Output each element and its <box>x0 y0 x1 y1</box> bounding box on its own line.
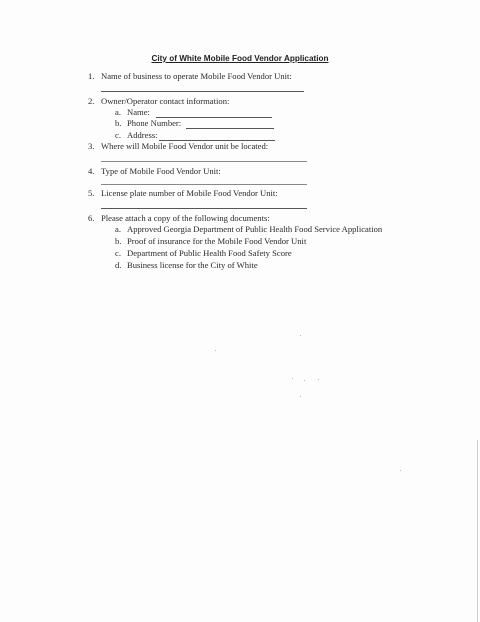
item-text-contact-info: Owner/Operator contact information: <box>101 96 230 106</box>
scan-speck <box>215 350 216 351</box>
scan-speck <box>300 335 301 336</box>
item-text-unit-type: Type of Mobile Food Vendor Unit: <box>101 166 221 176</box>
scan-speck <box>318 379 319 380</box>
location-field[interactable] <box>101 161 307 162</box>
business-name-field[interactable] <box>101 91 304 92</box>
item-text-location: Where will Mobile Food Vendor unit be located: <box>101 141 269 151</box>
unit-type-field[interactable] <box>101 184 307 185</box>
item-number: 6. <box>88 213 95 223</box>
attachment-health-application: Approved Georgia Department of Public Health Food Service Application <box>127 224 383 234</box>
item-text-license-plate: License plate number of Mobile Food Vendor Unit: <box>101 188 278 198</box>
item-text-attachments: Please attach a copy of the following documents: <box>101 213 270 223</box>
scan-speck <box>304 380 305 381</box>
license-plate-field[interactable] <box>101 208 307 209</box>
phone-number-field[interactable] <box>186 128 274 129</box>
subitem-letter: c. <box>115 248 121 258</box>
subitem-letter: c. <box>115 130 121 140</box>
subitem-letter: a. <box>115 224 121 234</box>
item-number: 5. <box>88 188 95 198</box>
subitem-letter: a. <box>115 107 121 117</box>
scan-speck <box>300 396 301 397</box>
attachment-food-safety-score: Department of Public Health Food Safety Score <box>127 248 292 258</box>
subitem-letter: d. <box>115 260 122 270</box>
scan-speck <box>292 378 293 379</box>
item-number: 2. <box>88 96 95 106</box>
subitem-label-name: Name: <box>127 107 150 117</box>
item-number: 3. <box>88 141 95 151</box>
subitem-label-phone: Phone Number: <box>127 118 182 128</box>
item-text-business-name: Name of business to operate Mobile Food Vendor Unit: <box>101 71 292 81</box>
scan-edge-shadow <box>477 440 478 622</box>
attachment-proof-of-insurance: Proof of insurance for the Mobile Food Vendor Unit <box>127 236 307 246</box>
page-title: City of White Mobile Food Vendor Application <box>151 54 329 63</box>
scan-speck <box>400 470 401 471</box>
attachment-business-license: Business license for the City of White <box>127 260 258 270</box>
subitem-label-address: Address: <box>127 130 158 140</box>
subitem-letter: b. <box>115 236 122 246</box>
item-number: 4. <box>88 166 95 176</box>
item-number: 1. <box>88 71 95 81</box>
subitem-letter: b. <box>115 118 122 128</box>
